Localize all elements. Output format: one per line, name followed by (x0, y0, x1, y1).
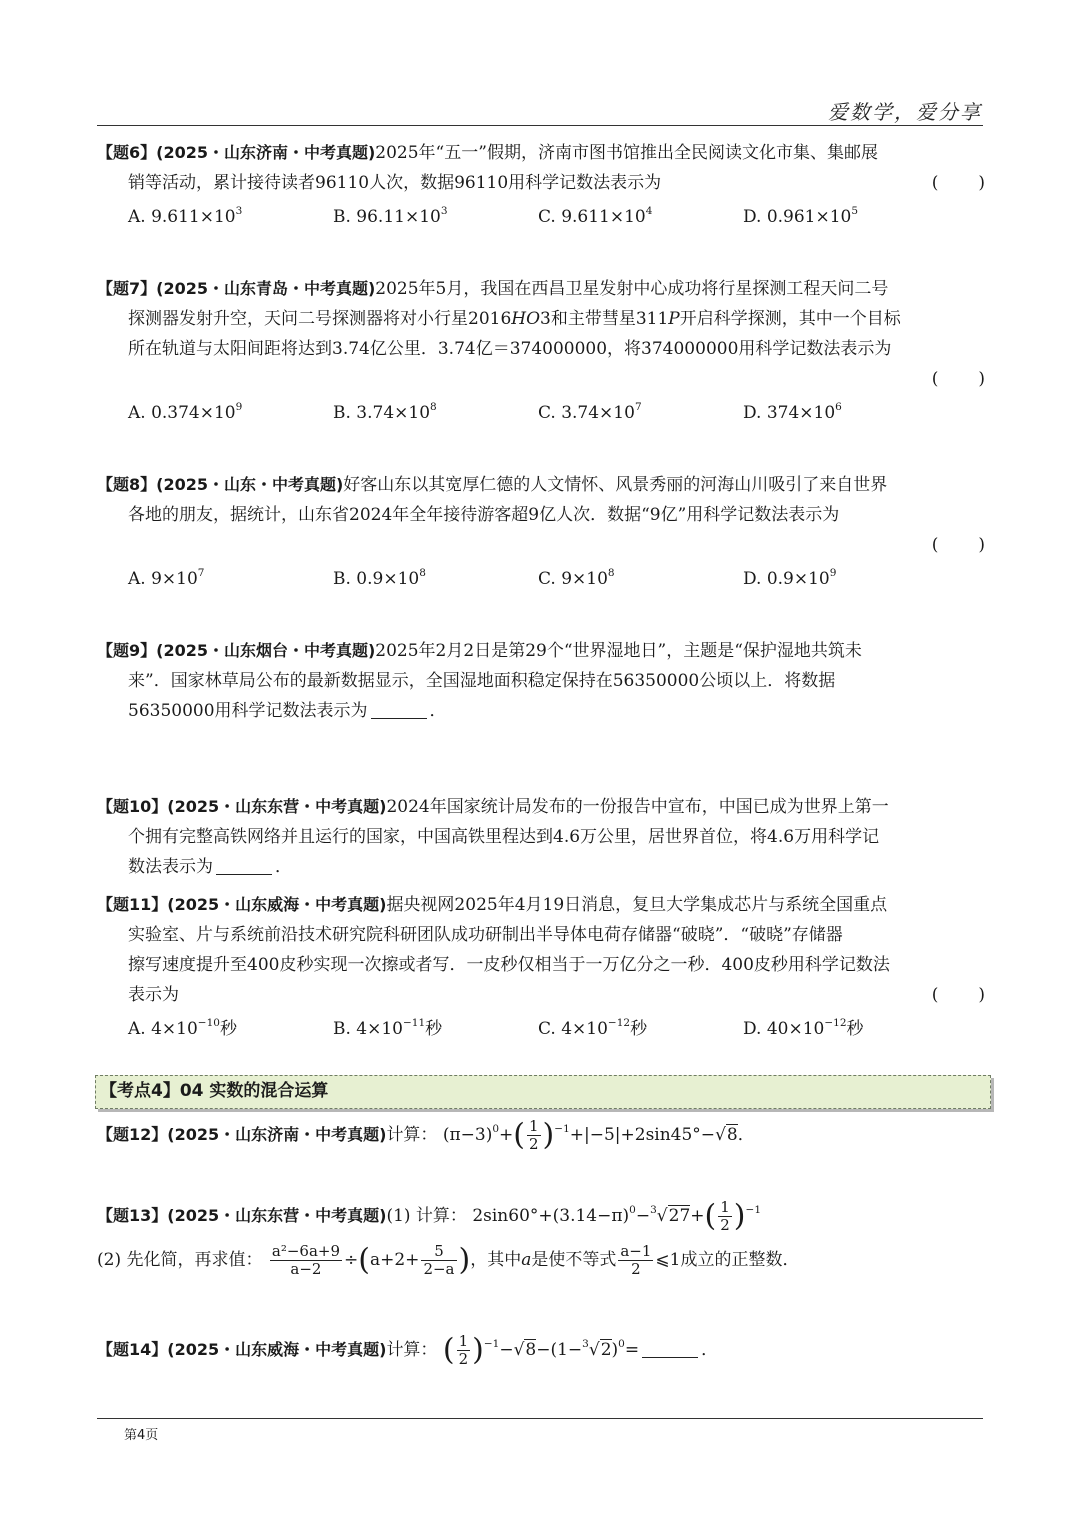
question-text: 好客山东以其宽厚仁德的人文情怀、风景秀丽的河海山川吸引了来自世界 (343, 475, 888, 495)
page-number: 第4页 (124, 1428, 159, 1443)
question-11 (97, 890, 987, 1044)
question-9: 【题9】(2025・山东烟台・中考真题)2025年2月2日是第29个“世界湿地日”，主题是“保护湿地共筑未 来”．国家林草局公布的最新数据显示，全国湿地面积稳定保持在56350000公顷以上．将数据 56350000用科学记数法表示为 ． (97, 641, 862, 721)
math-expression: ( $\frac{1}{2}$ )$^{-1}-√8-(1-^3√2)^0=$ (442, 1332, 640, 1368)
option-b[interactable]: B. $4\times 10^{-11}$秒 (333, 1017, 443, 1039)
option-d[interactable]: D. $374\times 10^6$ (743, 401, 842, 423)
question-text: 个拥有完整高铁网络并且运行的国家，中国高铁里程达到4.6万公里，居世界首位，将4.6万用科学记 (128, 827, 880, 847)
answer-paren: ( ) (931, 173, 987, 193)
question-text: 56350000用科学记数法表示为 (128, 701, 368, 721)
question-text: 据央视网2025年4月19日消息，复旦大学集成芯片与系统全国重点 (386, 895, 888, 915)
answer-paren: ( ) (931, 535, 987, 555)
option-c[interactable]: C. $3.74\times 10^7$ (538, 401, 642, 423)
question-12: 【题12】(2025・山东济南・中考真题)计算： $(\pi-3)^0+$( $\frac{1}{2}$ )$^{-1}$+|−5|+2sin45°−√8． (97, 1117, 755, 1153)
question-tag: 【题9】(2025・山东烟台・中考真题) (97, 641, 376, 660)
question-tag: 【题7】(2025・山东青岛・中考真题) (97, 279, 376, 298)
question-text: 2024年国家统计局发布的一份报告中宣布，中国已成为世界上第一 (386, 797, 889, 817)
option-b[interactable]: B. $3.74\times 10^8$ (333, 401, 437, 423)
question-text: 来”．国家林草局公布的最新数据显示，全国湿地面积稳定保持在56350000公顷以上．将数据 (128, 671, 836, 691)
question-text: 所在轨道与太阳间距将达到3.74亿公里．3.74亿＝374000000，将374000000用科学记数法表示为 (128, 339, 892, 359)
option-c[interactable]: C. $4\times 10^{-12}$秒 (538, 1017, 648, 1039)
math-expression: $\frac{\text{a²−6a+9}}{a-2}$ ÷(a+2+ $\frac{5}{2-a}$ ) (271, 1242, 471, 1278)
option-c[interactable]: C. $9.611\times 10^4$ (538, 205, 653, 227)
option-a[interactable]: A. $4\times 10^{-10}$秒 (128, 1017, 237, 1039)
option-b[interactable]: B. $96.11\times 10^3$ (333, 205, 448, 227)
option-a[interactable]: A. $9.611\times 10^3$ (128, 205, 243, 227)
math-expression: $2\sin 60^\circ+(3.14-\pi)^0-^3√27+$( $\frac{1}{2}$ )$^{-1}$ (472, 1198, 761, 1234)
section-header: 【考点4】04 实数的混合运算 (95, 1075, 991, 1109)
question-text: 2025年2月2日是第29个“世界湿地日”，主题是“保护湿地共筑未 (375, 641, 862, 661)
question-tag: 【题12】(2025・山东济南・中考真题) (97, 1125, 387, 1144)
question-text: 实验室、片与系统前沿技术研究院科研团队成功研制出半导体电荷存储器“破晓”．“破晓”存储器 (128, 925, 843, 945)
question-text: 销等活动，累计接待读者96110人次，数据96110用科学记数法表示为 (128, 173, 662, 193)
question-14: 【题14】(2025・山东威海・中考真题)计算： ( $\frac{1}{2}$ )$^{-1}-√8-(1-^3√2)^0=$ ． (97, 1332, 719, 1368)
option-d[interactable]: D. $0.961\times 10^5$ (743, 205, 859, 227)
header-slogan: 爱数学，爱分享 (828, 100, 982, 124)
option-a[interactable]: A. $0.374\times 10^9$ (128, 401, 243, 423)
answer-paren: ( ) (931, 985, 987, 1005)
question-tag: 【题8】(2025・山东・中考真题) (97, 475, 344, 494)
question-7 (97, 274, 987, 428)
question-text: 2025年5月，我国在西昌卫星发射中心成功将行星探测工程天问二号 (375, 279, 889, 299)
answer-paren: ( ) (931, 369, 987, 389)
answer-blank[interactable] (371, 699, 427, 719)
question-13: 【题13】(2025・山东东营・中考真题)(1) 计算： $2\sin 60^\circ+(3.14-\pi)^0-^3√27+$( $\frac{1}{2}$ )$^{-1}$ (2) 先化简，再求值： $\frac{\text{a²−6a+9}}{a-2}$ ÷(a+2+ $\frac{5}{2-a}$ )，其中a是使不等式 $\frac{a-1}{2}$ ⩽1成立的正整数． (97, 1198, 800, 1278)
question-text: 数法表示为 (128, 857, 213, 877)
question-text: 各地的朋友，据统计，山东省2024年全年接待游客超9亿人次．数据“9亿”用科学记数法表示为 (128, 505, 840, 525)
option-d[interactable]: D. $0.9\times 10^9$ (743, 567, 837, 589)
question-text: 表示为 (128, 985, 179, 1005)
footer-rule (97, 1418, 983, 1419)
question-tag: 【题13】(2025・山东东营・中考真题) (97, 1206, 387, 1225)
question-8 (97, 470, 987, 594)
option-d[interactable]: D. $40\times 10^{-12}$秒 (743, 1017, 864, 1039)
option-c[interactable]: C. $9\times 10^8$ (538, 567, 615, 589)
math-expression: $(\pi-3)^0+$( $\frac{1}{2}$ )$^{-1}$+|−5|+2sin45°−√8 (442, 1117, 738, 1153)
question-tag: 【题6】(2025・山东济南・中考真题) (97, 143, 376, 162)
question-6 (97, 138, 987, 232)
question-tag: 【题10】(2025・山东东营・中考真题) (97, 797, 387, 816)
question-tag: 【题14】(2025・山东威海・中考真题) (97, 1340, 387, 1359)
answer-blank[interactable] (642, 1338, 698, 1358)
header-rule (97, 125, 983, 126)
question-10: 【题10】(2025・山东东营・中考真题)2024年国家统计局发布的一份报告中宣布，中国已成为世界上第一 个拥有完整高铁网络并且运行的国家，中国高铁里程达到4.6万公里，居世界首位，将4.6万用科学记 数法表示为 ． (97, 797, 889, 877)
answer-blank[interactable] (216, 855, 272, 875)
question-text: 探测器发射升空，天问二号探测器将对小行星2016HO3和主带彗星311P开启科学探测，其中一个目标 (128, 309, 901, 329)
option-a[interactable]: A. $9\times 10^7$ (128, 567, 205, 589)
option-b[interactable]: B. $0.9\times 10^8$ (333, 567, 426, 589)
question-text: 擦写速度提升至400皮秒实现一次擦或者写．一皮秒仅相当于一万亿分之一秒．400皮秒用科学记数法 (128, 955, 890, 975)
question-text: 2025年“五一”假期，济南市图书馆推出全民阅读文化市集、集邮展 (375, 143, 878, 163)
question-tag: 【题11】(2025・山东威海・中考真题) (97, 895, 387, 914)
